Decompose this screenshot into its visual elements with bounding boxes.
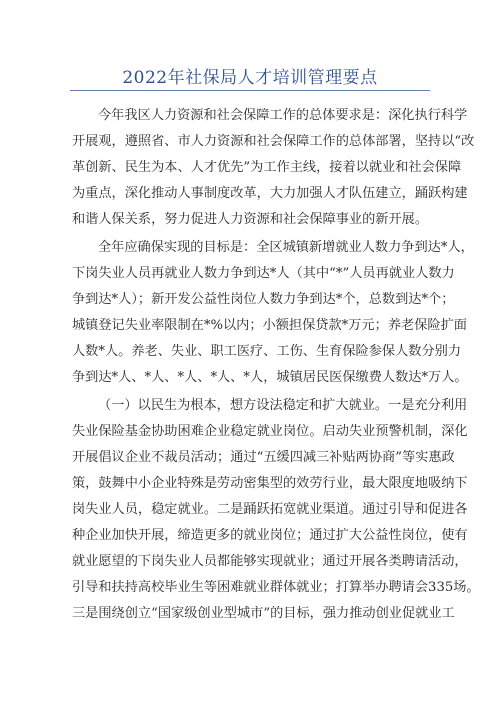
- paragraph-1-line-4: 为重点，深化推动人事制度改革，大力加强人才队伍建立，踊跃构建: [72, 186, 468, 201]
- title-divider: [70, 90, 430, 91]
- paragraph-3-line-8: 引导和扶持高校毕业生等困难就业群体就业；打算举办聘请会335场。: [72, 580, 480, 595]
- paragraph-3-line-1: （一）以民生为根本，想方设法稳定和扩大就业。一是充分利用: [98, 398, 468, 413]
- paragraph-1-line-3: 革创新、民生为本、人才优先”为工作主线，接着以就业和社会保障: [72, 160, 462, 175]
- paragraph-2-line-2: 下岗失业人员再就业人数力争到达*人（其中“*”人员再就业人数力: [72, 266, 455, 281]
- paragraph-1-line-5: 和谐人保关系，努力促进人力资源和社会保障事业的新开展。: [72, 212, 429, 227]
- paragraph-3-line-2: 失业保险基金协助困难企业稳定就业岗位。启动失业预警机制，深化: [72, 424, 468, 439]
- paragraph-2-line-6: 争到达*人、*人、*人、*人、*人，城镇居民医保缴费人数达*万人。: [72, 370, 468, 385]
- paragraph-2-line-1: 全年应确保实现的目标是：全区城镇新增就业人数力争到达*人，: [98, 240, 474, 255]
- paragraph-1-line-2: 开展观，遵照省、市人力资源和社会保障工作的总体部署，坚持以“改: [72, 134, 475, 149]
- paragraph-1-line-1: 今年我区人力资源和社会保障工作的总体要求是：深化执行科学: [98, 108, 468, 123]
- paragraph-3-line-4: 策，鼓舞中小企业特殊是劳动密集型的效劳行业，最大限度地吸纳下: [72, 476, 468, 491]
- paragraph-2-line-3: 争到达*人）；新开发公益性岗位人数力争到达*个，总数到达*个；: [72, 292, 455, 307]
- paragraph-3-line-5: 岗失业人员，稳定就业。二是踊跃拓宽就业渠道。通过引导和促进各: [72, 502, 468, 517]
- document-title: 2022年社保局人才培训管理要点: [122, 68, 378, 88]
- paragraph-2-line-4: 城镇登记失业率限制在*%以内；小额担保贷款*万元；养老保险扩面: [72, 318, 467, 333]
- paragraph-3-line-3: 开展倡议企业不裁员活动；通过“五缓四减三补贴两协商”等实惠政: [72, 450, 455, 465]
- paragraph-3-line-6: 种企业加快开展，缔造更多的就业岗位；通过扩大公益性岗位，使有: [72, 528, 468, 543]
- paragraph-3-line-7: 就业愿望的下岗失业人员都能够实现就业；通过开展各类聘请活动，: [72, 554, 468, 569]
- paragraph-3-line-9: 三是围绕创立“国家级创业型城市”的目标，强力推动创业促就业工: [72, 606, 455, 621]
- paragraph-2-line-5: 人数*人。养老、失业、职工医疗、工伤、生育保险参保人数分别力: [72, 344, 462, 359]
